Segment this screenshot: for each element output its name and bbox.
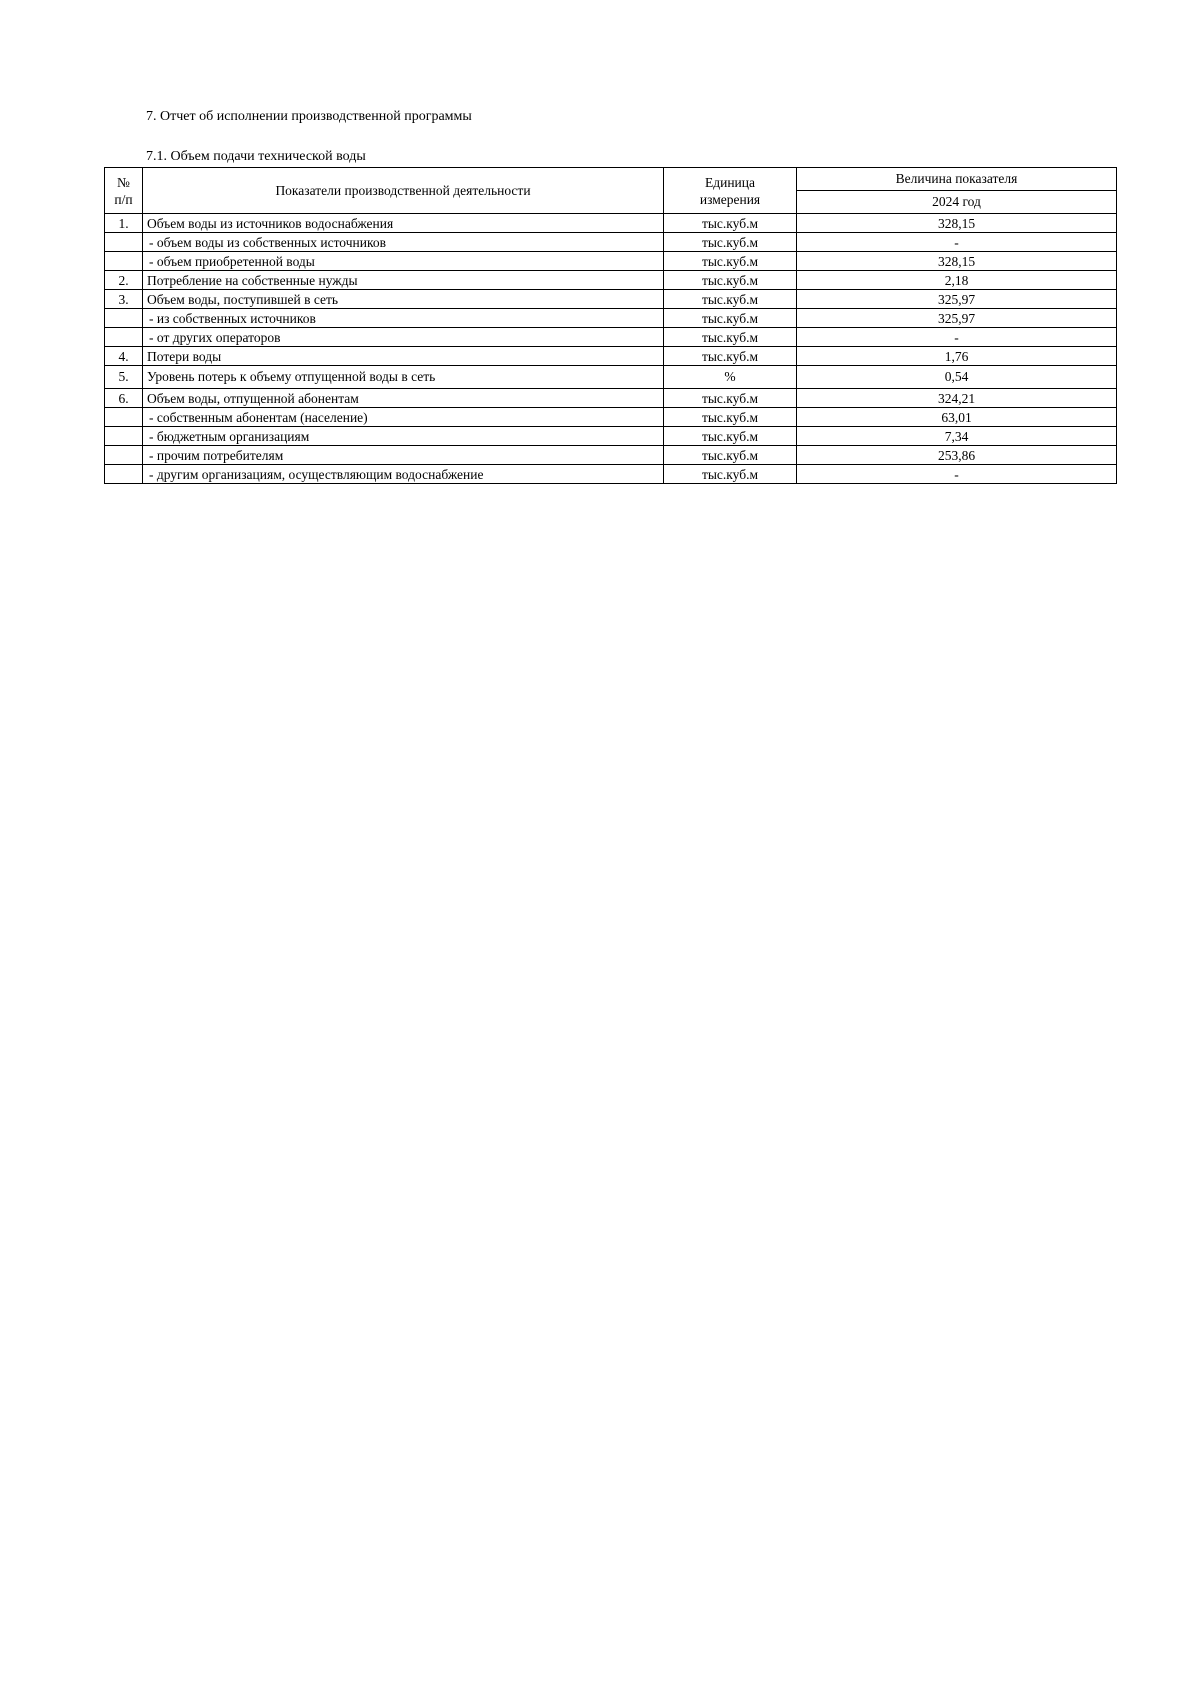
table-row [105, 214, 1117, 233]
report-heading: 7. Отчет об исполнении производственной программы [146, 109, 472, 124]
table-row [105, 328, 1117, 347]
header-unit [664, 168, 797, 214]
row-number: 5. [105, 366, 143, 389]
row-indicator: - из собственных источников [143, 309, 664, 328]
table-row [105, 446, 1117, 465]
row-unit: тыс.куб.м [664, 446, 797, 465]
table-row [105, 465, 1117, 484]
table-body [105, 214, 1117, 484]
header-number-line2: п/п [114, 191, 133, 207]
row-number [105, 309, 143, 328]
row-indicator: - собственным абонентам (население) [143, 408, 664, 427]
row-number [105, 252, 143, 271]
row-indicator: - объем приобретенной воды [143, 252, 664, 271]
row-value: 2,18 [797, 271, 1117, 290]
row-number [105, 427, 143, 446]
row-number [105, 465, 143, 484]
row-number: 6. [105, 389, 143, 408]
row-value: 253,86 [797, 446, 1117, 465]
row-unit: тыс.куб.м [664, 347, 797, 366]
row-unit: тыс.куб.м [664, 389, 797, 408]
table-row [105, 408, 1117, 427]
header-value-group: Величина показателя [797, 168, 1117, 191]
header-indicator: Показатели производственной деятельности [143, 168, 664, 214]
row-indicator: Объем воды из источников водоснабжения [143, 214, 664, 233]
row-unit: тыс.куб.м [664, 309, 797, 328]
row-number: 2. [105, 271, 143, 290]
header-unit-line2: измерения [699, 191, 761, 207]
row-value: 324,21 [797, 389, 1117, 408]
table-row [105, 366, 1117, 389]
row-value: 325,97 [797, 309, 1117, 328]
row-number: 3. [105, 290, 143, 309]
row-number [105, 328, 143, 347]
section-heading: 7.1. Объем подачи технической воды [146, 149, 366, 164]
row-value: 328,15 [797, 252, 1117, 271]
table-header [105, 168, 1117, 214]
table-row [105, 389, 1117, 408]
row-value: 63,01 [797, 408, 1117, 427]
table-row [105, 271, 1117, 290]
table-row [105, 309, 1117, 328]
row-indicator: Потери воды [143, 347, 664, 366]
row-indicator: Потребление на собственные нужды [143, 271, 664, 290]
row-unit: % [664, 366, 797, 389]
row-number [105, 446, 143, 465]
row-indicator: Объем воды, отпущенной абонентам [143, 389, 664, 408]
row-indicator: - объем воды из собственных источников [143, 233, 664, 252]
row-value: 325,97 [797, 290, 1117, 309]
water-supply-table [104, 167, 1117, 484]
row-indicator: - от других операторов [143, 328, 664, 347]
table-row [105, 252, 1117, 271]
row-unit: тыс.куб.м [664, 271, 797, 290]
table-row [105, 347, 1117, 366]
row-number: 1. [105, 214, 143, 233]
row-indicator: - другим организациям, осуществляющим водоснабжение [143, 465, 664, 484]
header-number [105, 168, 143, 214]
row-number: 4. [105, 347, 143, 366]
table-row [105, 233, 1117, 252]
row-unit: тыс.куб.м [664, 427, 797, 446]
row-value: - [797, 465, 1117, 484]
table-row [105, 427, 1117, 446]
row-number [105, 233, 143, 252]
row-indicator: Уровень потерь к объему отпущенной воды в сеть [143, 366, 664, 389]
header-year: 2024 год [797, 191, 1117, 214]
row-value: 1,76 [797, 347, 1117, 366]
row-value: - [797, 233, 1117, 252]
row-indicator: - бюджетным организациям [143, 427, 664, 446]
row-unit: тыс.куб.м [664, 214, 797, 233]
header-number-line1: № [117, 174, 130, 190]
row-value: 328,15 [797, 214, 1117, 233]
row-number [105, 408, 143, 427]
row-unit: тыс.куб.м [664, 408, 797, 427]
row-unit: тыс.куб.м [664, 252, 797, 271]
table-row [105, 290, 1117, 309]
row-indicator: Объем воды, поступившей в сеть [143, 290, 664, 309]
row-unit: тыс.куб.м [664, 290, 797, 309]
row-unit: тыс.куб.м [664, 233, 797, 252]
row-indicator: - прочим потребителям [143, 446, 664, 465]
row-unit: тыс.куб.м [664, 328, 797, 347]
row-value: 0,54 [797, 366, 1117, 389]
header-unit-line1: Единица [704, 174, 755, 190]
row-value: 7,34 [797, 427, 1117, 446]
row-unit: тыс.куб.м [664, 465, 797, 484]
row-value: - [797, 328, 1117, 347]
